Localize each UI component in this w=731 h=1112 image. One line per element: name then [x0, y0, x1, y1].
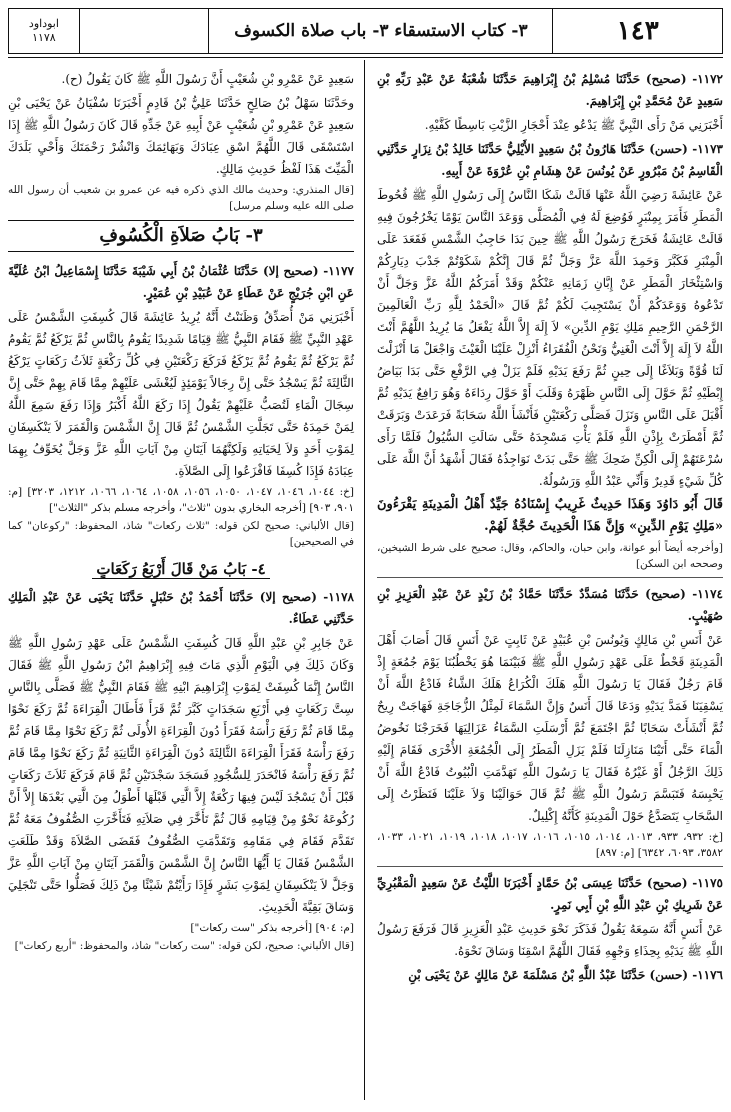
- takhrij-1173: [وأخرجه أيضاً أبو عوانة، وابن حبان، والحاكم، وقال: صحيح على شرط الشيخين، وصححه ابن السكن]: [377, 542, 723, 570]
- hadith-1178-isnad: ١١٧٨- (صحيح إلا) حَدَّثَنَا أَحْمَدُ بْنُ حَنْبَلٍ حَدَّثَنَا يَحْيَى عَنْ عَبْدِ الْمَلِكِ حَدَّثَنِي عَطَاءٌ.: [8, 590, 354, 626]
- albani-1177: [قال الألباني: صحيح لكن قوله: "ثلاث ركعات" شاذ، المحفوظ: "ركوعان" كما في الصحيحين]: [8, 520, 354, 548]
- hadith-1172-matn: أَخْبَرَنِي مَنْ رَأَى النَّبِيَّ ﷺ يَدْعُو عِنْدَ أَحْجَارِ الزَّيْتِ بَاسِطًا كَفَّيْهِ.: [424, 118, 723, 132]
- header-rule: [8, 57, 723, 58]
- column-divider: [364, 60, 365, 1100]
- chapter-heading-3: ٣- بَابُ صَلاَةِ الْكُسُوفِ: [8, 220, 354, 252]
- page-number: ١٤٣: [552, 9, 722, 53]
- hadith-1175-isnad: ١١٧٥- (صحيح) حَدَّثَنَا عِيسَى بْنُ حَمَّادٍ أَخْبَرَنَا اللَّيْثُ عَنْ سَعِيدٍ الْمَقْبُرِيِّ عَنْ شَرِيكِ بْنِ عَبْدِ اللَّهِ بْنِ أَبِي نَمِرٍ.: [377, 876, 723, 912]
- hadith-1176-second-isnad: وحَدَّثَنَا سَهْلُ بْنُ صَالِحٍ حَدَّثَنَا عَلِيُّ بْنُ قَادِمٍ أَخْبَرَنَا سُفْيَانُ عَنْ يَحْيَى بْنِ سَعِيدٍ عَنْ عَمْرِو بْنِ شُعَيْبٍ عَنْ أَبِيهِ عَنْ جَدِّهِ قَالَ كَانَ رَسُولُ اللَّهِ ﷺ إِذَا اسْتَسْقَى قَالَ اللَّهُمَّ اسْقِ عِبَادَكَ وَبَهَائِمَكَ وَانْشُرْ رَحْمَتَكَ وَأَحْيِ بَلَدَكَ الْمَيِّتَ هَذَا لَفْظُ حَدِيثِ مَالِكٍ.: [8, 96, 354, 176]
- hadith-1173-isnad: ١١٧٣- (حسن) حَدَّثَنَا هَارُونُ بْنُ سَعِيدٍ الأَيْلِيُّ حَدَّثَنَا خَالِدُ بْنُ نِزَارٍ حَدَّثَنِي الْقَاسِمُ بْنُ مَبْرُورٍ عَنْ يُونُسَ عَنْ هِشَامِ بْنِ عُرْوَةَ عَنْ أَبِيهِ.: [377, 142, 723, 178]
- header-blank-cell: [79, 9, 209, 53]
- hadith-1174-isnad: ١١٧٤- (صحيح) حَدَّثَنَا مُسَدَّدٌ حَدَّثَنَا حَمَّادُ بْنُ زَيْدٍ عَنْ عَبْدِ الْعَزِيزِ بْنِ صُهَيْبٍ.: [377, 587, 723, 623]
- hadith-1176-isnad: ١١٧٦- (حسن) حَدَّثَنَا عَبْدُ اللَّهِ بْنُ مَسْلَمَةَ عَنْ مَالِكٍ عَنْ يَحْيَى بْنِ: [408, 968, 723, 982]
- mundhiri-note: [قال المنذري: وحديث مالك الذي ذكره فيه عن عمرو بن شعيب أن رسول الله صلى الله عليه وسلم مرسل]: [8, 184, 354, 212]
- hadith-1173-matn: عَنْ عَائِشَةَ رَضِيَ اللَّهُ عَنْهَا قَالَتْ شَكَا النَّاسُ إِلَى رَسُولِ اللَّهِ ﷺ قُحُوطَ الْمَطَرِ فَأَمَرَ بِمِنْبَرٍ فَوُضِعَ لَهُ فِي الْمُصَلَّى وَوَعَدَ النَّاسَ يَوْمًا يَخْرُجُونَ فِيهِ قَالَتْ عَائِشَةُ فَخَرَجَ رَسُولُ اللَّهِ ﷺ حِينَ بَدَا حَاجِبُ الشَّمْسِ فَقَعَدَ عَلَى الْمِنْبَرِ فَكَبَّرَ وَحَمِدَ اللَّهَ عَزَّ وَجَلَّ ثُمَّ قَالَ إِنَّكُمْ شَكَوْتُمْ جَدْبَ دِيَارِكُمْ وَاسْتِئْخَارَ الْمَطَرِ عَنْ إِبَّانِ زَمَانِهِ عَنْكُمْ وَقَدْ أَمَرَكُمُ اللَّهُ عَزَّ وَجَلَّ أَنْ تَدْعُوهُ وَوَعَدَكُمْ أَنْ يَسْتَجِيبَ لَكُمْ ثُمَّ قَالَ «الْحَمْدُ لِلَّهِ رَبِّ الْعَالَمِينَ الرَّحْمَنِ الرَّحِيمِ مَلِكِ يَوْمِ الدِّينِ» لاَ إِلَهَ إِلاَّ اللَّهُ يَفْعَلُ مَا يُرِيدُ اللَّهُمَّ أَنْتَ اللَّهُ لاَ إِلَهَ إِلاَّ أَنْتَ الْغَنِيُّ وَنَحْنُ الْفُقَرَاءُ أَنْزِلْ عَلَيْنَا الْغَيْثَ وَاجْعَلْ مَا أَنْزَلْتَ لَنَا قُوَّةً وَبَلاَغًا إِلَى حِينٍ ثُمَّ رَفَعَ يَدَيْهِ فَلَمْ يَزَلْ فِي الرَّفْعِ حَتَّى بَدَا بَيَاضُ إِبْطَيْهِ ثُمَّ حَوَّلَ إِلَى النَّاسِ ظَهْرَهُ وَقَلَبَ أَوْ حَوَّلَ رِدَاءَهُ وَهُوَ رَافِعٌ يَدَيْهِ ثُمَّ أَقْبَلَ عَلَى النَّاسِ وَنَزَلَ فَصَلَّى رَكْعَتَيْنِ فَأَنْشَأَ اللَّهُ سَحَابَةً فَرَعَدَتْ وَبَرَقَتْ ثُمَّ أَمْطَرَتْ بِإِذْنِ اللَّهِ فَلَمْ يَأْتِ مَسْجِدَهُ حَتَّى سَالَتِ السُّيُولُ فَلَمَّا رَأَى سُرْعَتَهُمْ إِلَى الْكِنِّ ضَحِكَ ﷺ حَتَّى بَدَتْ نَوَاجِذُهُ فَقَالَ أَشْهَدُ أَنَّ اللَّهَ عَلَى كُلِّ شَيْءٍ قَدِيرٌ وَأَنِّي عَبْدُ اللَّهِ وَرَسُولُهُ.: [377, 188, 723, 488]
- hadith-1178-matn: عَنْ جَابِرِ بْنِ عَبْدِ اللَّهِ قَالَ كُسِفَتِ الشَّمْسُ عَلَى عَهْدِ رَسُولِ اللَّهِ ﷺ وَكَانَ ذَلِكَ فِي الْيَوْمِ الَّذِي مَاتَ فِيهِ إِبْرَاهِيمُ ابْنُ رَسُولِ اللَّهِ ﷺ فَقَالَ النَّاسُ إِنَّمَا كُسِفَتْ لِمَوْتِ إِبْرَاهِيمَ ابْنِهِ ﷺ فَقَامَ النَّبِيُّ ﷺ فَصَلَّى بِالنَّاسِ سِتَّ رَكَعَاتٍ فِي أَرْبَعِ سَجَدَاتٍ كَبَّرَ ثُمَّ قَرَأَ فَأَطَالَ الْقِرَاءَةَ ثُمَّ رَكَعَ نَحْوًا مِمَّا قَامَ ثُمَّ رَفَعَ رَأْسَهُ فَقَرَأَ دُونَ الْقِرَاءَةِ الأُولَى ثُمَّ رَكَعَ نَحْوًا مِمَّا قَامَ ثُمَّ رَفَعَ رَأْسَهُ فَقَرَأَ الْقِرَاءَةَ الثَّالِثَةَ دُونَ الْقِرَاءَةِ الثَّانِيَةِ ثُمَّ رَكَعَ نَحْوًا مِمَّا قَامَ ثُمَّ رَفَعَ رَأْسَهُ فَانْحَدَرَ لِلسُّجُودِ فَسَجَدَ سَجْدَتَيْنِ ثُمَّ قَامَ فَرَكَعَ ثَلاَثَ رَكَعَاتٍ قَبْلَ أَنْ يَسْجُدَ لَيْسَ فِيهَا رَكْعَةٌ إِلاَّ الَّتِي قَبْلَهَا أَطْوَلُ مِنَ الَّتِي بَعْدَهَا إِلاَّ أَنَّ رُكُوعَهُ نَحْوٌ مِنْ قِيَامِهِ قَالَ ثُمَّ تَأَخَّرَ فِي صَلاَتِهِ فَتَأَخَّرَتِ الصُّفُوفُ مَعَهُ ثُمَّ تَقَدَّمَ فَقَامَ فِي مَقَامِهِ وَتَقَدَّمَتِ الصُّفُوفُ فَقَضَى الصَّلاَةَ وَقَدْ طَلَعَتِ الشَّمْسُ فَقَالَ يَا أَيُّهَا النَّاسُ إِنَّ الشَّمْسَ وَالْقَمَرَ آيَتَانِ مِنْ آيَاتِ اللَّهِ عَزَّ وَجَلَّ لاَ يَنْكَسِفَانِ لِمَوْتِ بَشَرٍ فَإِذَا رَأَيْتُمْ شَيْئًا مِنْ ذَلِكَ فَصَلُّوا حَتَّى تَنْجَلِيَ وَسَاقَ بَقِيَّةَ الْحَدِيثِ.: [8, 636, 354, 914]
- right-column: [377, 68, 723, 988]
- running-title: ٣- كتاب الاستسقاء ٣- باب صلاة الكسوف: [208, 9, 552, 53]
- hadith-1177-matn: أَخْبَرَنِي مَنْ أُصَدِّقُ وَظَنَنْتُ أَنَّهُ يُرِيدُ عَائِشَةَ قَالَ كُسِفَتِ الشَّمْسُ عَلَى عَهْدِ النَّبِيِّ ﷺ فَقَامَ النَّبِيُّ ﷺ قِيَامًا شَدِيدًا يَقُومُ بِالنَّاسِ ثُمَّ يَرْكَعُ ثُمَّ يَقُومُ ثُمَّ يَرْكَعُ ثُمَّ يَقُومُ ثُمَّ يَرْكَعُ فَرَكَعَ رَكْعَتَيْنِ فِي كُلِّ رَكْعَةٍ ثَلاَثُ رَكَعَاتٍ يَرْكَعُ الثَّالِثَةَ ثُمَّ يَسْجُدُ حَتَّى إِنَّ رِجَالاً يَوْمَئِذٍ لَيُغْشَى عَلَيْهِمْ مِمَّا قَامَ بِهِمْ حَتَّى إِنَّ سِجَالَ الْمَاءِ لَتُصَبُّ عَلَيْهِمْ يَقُولُ إِذَا رَكَعَ اللَّهُ أَكْبَرُ وَإِذَا رَفَعَ سَمِعَ اللَّهُ لِمَنْ حَمِدَهُ حَتَّى تَجَلَّتِ الشَّمْسُ ثُمَّ قَالَ إِنَّ الشَّمْسَ وَالْقَمَرَ لاَ يَنْكَسِفَانِ لِمَوْتِ أَحَدٍ وَلاَ لِحَيَاتِهِ وَلَكِنَّهُمَا آيَتَانِ مِنْ آيَاتِ اللَّهِ عَزَّ وَجَلَّ يُخَوِّفُ بِهِمَا عِبَادَهُ فَإِذَا كُسِفَا فَافْزَعُوا إِلَى الصَّلاَةِ.: [8, 310, 355, 478]
- abu-dawud-comment: قَالَ أَبُو دَاوُدَ وَهَذَا حَدِيثٌ غَرِيبٌ إِسْنَادُهُ جَيِّدٌ أَهْلُ الْمَدِينَةِ يَقْرَءُونَ «مَلِكِ يَوْمِ الدِّينِ» وَإِنَّ هَذَا الْحَدِيثَ حُجَّةٌ لَهُمْ.: [377, 497, 723, 534]
- hadith-1174-matn: عَنْ أَنَسِ بْنِ مَالِكٍ وَيُونُسَ بْنِ عُبَيْدٍ عَنْ ثَابِتٍ عَنْ أَنَسٍ قَالَ أَصَابَ أَهْلَ الْمَدِينَةِ قَحْطٌ عَلَى عَهْدِ رَسُولِ اللَّهِ ﷺ فَبَيْنَمَا هُوَ يَخْطُبُنَا يَوْمَ جُمُعَةٍ إِذْ قَامَ رَجُلٌ فَقَالَ يَا رَسُولَ اللَّهِ هَلَكَ الْكُرَاعُ هَلَكَ الشَّاءُ فَادْعُ اللَّهَ أَنْ يَسْقِيَنَا فَمَدَّ يَدَيْهِ وَدَعَا قَالَ أَنَسٌ وَإِنَّ السَّمَاءَ لَمِثْلُ الزُّجَاجَةِ فَهَاجَتْ رِيحٌ ثُمَّ أَنْشَأَتْ سَحَابًا ثُمَّ اجْتَمَعَ ثُمَّ أَرْسَلَتِ السَّمَاءُ عَزَالِيَهَا فَخَرَجْنَا نَخُوضُ الْمَاءَ حَتَّى أَتَيْنَا مَنَازِلَنَا فَلَمْ يَزَلِ الْمَطَرُ إِلَى الْجُمُعَةِ الأُخْرَى فَقَامَ إِلَيْهِ ذَلِكَ الرَّجُلُ أَوْ غَيْرُهُ فَقَالَ يَا رَسُولَ اللَّهِ تَهَدَّمَتِ الْبُيُوتُ فَادْعُ اللَّهَ أَنْ يَحْبِسَهُ فَتَبَسَّمَ رَسُولُ اللَّهِ ﷺ ثُمَّ قَالَ حَوَالَيْنَا وَلاَ عَلَيْنَا فَنَظَرْتُ إِلَى السَّحَابِ يَتَصَدَّعُ حَوْلَ الْمَدِينَةِ كَأَنَّهُ إِكْلِيلٌ.: [377, 633, 723, 823]
- left-column: [8, 68, 354, 956]
- albani-1178: [قال الألباني: صحيح، لكن قوله: "ست ركعات" شاذ، والمحفوظ: "أربع ركعات"]: [14, 940, 354, 952]
- reference-book: ابوداود: [28, 17, 59, 31]
- separator: [377, 866, 723, 867]
- references-1174: [خ: ٩٣٢، ٩٣٣، ١٠١٣، ١٠١٤، ١٠١٥، ١٠١٦، ١٠١٧، ١٠١٨، ١٠١٩، ١٠٢١، ١٠٣٣، ٣٥٨٢، ٦٠٩٣، ٦٣٤٢] [م: ٨٩٧]: [377, 831, 724, 859]
- hadith-1176-continued: سَعِيدٍ عَنْ عَمْرِو بْنِ شُعَيْبٍ أَنَّ رَسُولَ اللَّهِ ﷺ كَانَ يَقُولُ (ح).: [61, 72, 354, 86]
- chapter-heading-4: [8, 558, 354, 580]
- hadith-1177-isnad: ١١٧٧- (صحيح إلا) حَدَّثَنَا عُثْمَانُ بْنُ أَبِي شَيْبَةَ حَدَّثَنَا إِسْمَاعِيلُ ابْنُ عُلَيَّةَ عَنِ ابْنِ جُرَيْجٍ عَنْ عَطَاءٍ عَنْ عُبَيْدِ بْنِ عُمَيْرٍ.: [8, 264, 354, 300]
- hadith-1172-isnad: ١١٧٢- (صحيح) حَدَّثَنَا مُسْلِمُ بْنُ إِبْرَاهِيمَ حَدَّثَنَا شُعْبَةُ عَنْ عَبْدِ رَبِّهِ بْنِ سَعِيدٍ عَنْ مُحَمَّدِ بْنِ إِبْرَاهِيمَ.: [377, 72, 723, 108]
- book-page: [8, 8, 723, 1104]
- references-1177: [خ: ١٠٤٤، ١٠٤٦، ١٠٤٧، ١٠٥٠، ١٠٥٦، ١٠٥٨، ١٠٦٤، ١٠٦٦، ١٢١٢، ٣٢٠٣] [م: ٩٠١، ٩٠٣] [أخرجه البخاري بدون "ثلاث"، وأخرجه مسلم بذكر "الثلاث"]: [8, 486, 355, 514]
- page-header: [8, 8, 723, 54]
- hadith-range-reference: [9, 9, 79, 53]
- chapter-heading-4-text: ٤- بَابُ مَنْ قَالَ أَرْبَعُ رَكَعَاتٍ: [92, 560, 269, 579]
- references-1178: [م: ٩٠٤] [أخرجه بذكر "ست ركعات"]: [190, 922, 354, 934]
- hadith-1175-matn: عَنْ أَنَسٍ أَنَّهُ سَمِعَهُ يَقُولُ فَذَكَرَ نَحْوَ حَدِيثِ عَبْدِ الْعَزِيزِ قَالَ فَرَفَعَ رَسُولُ اللَّهِ ﷺ يَدَيْهِ بِحِذَاءِ وَجْهِهِ فَقَالَ اللَّهُمَّ اسْقِنَا وَسَاقَ نَحْوَهُ.: [377, 922, 723, 958]
- separator: [377, 577, 723, 578]
- reference-number: ١١٧٨: [32, 31, 56, 44]
